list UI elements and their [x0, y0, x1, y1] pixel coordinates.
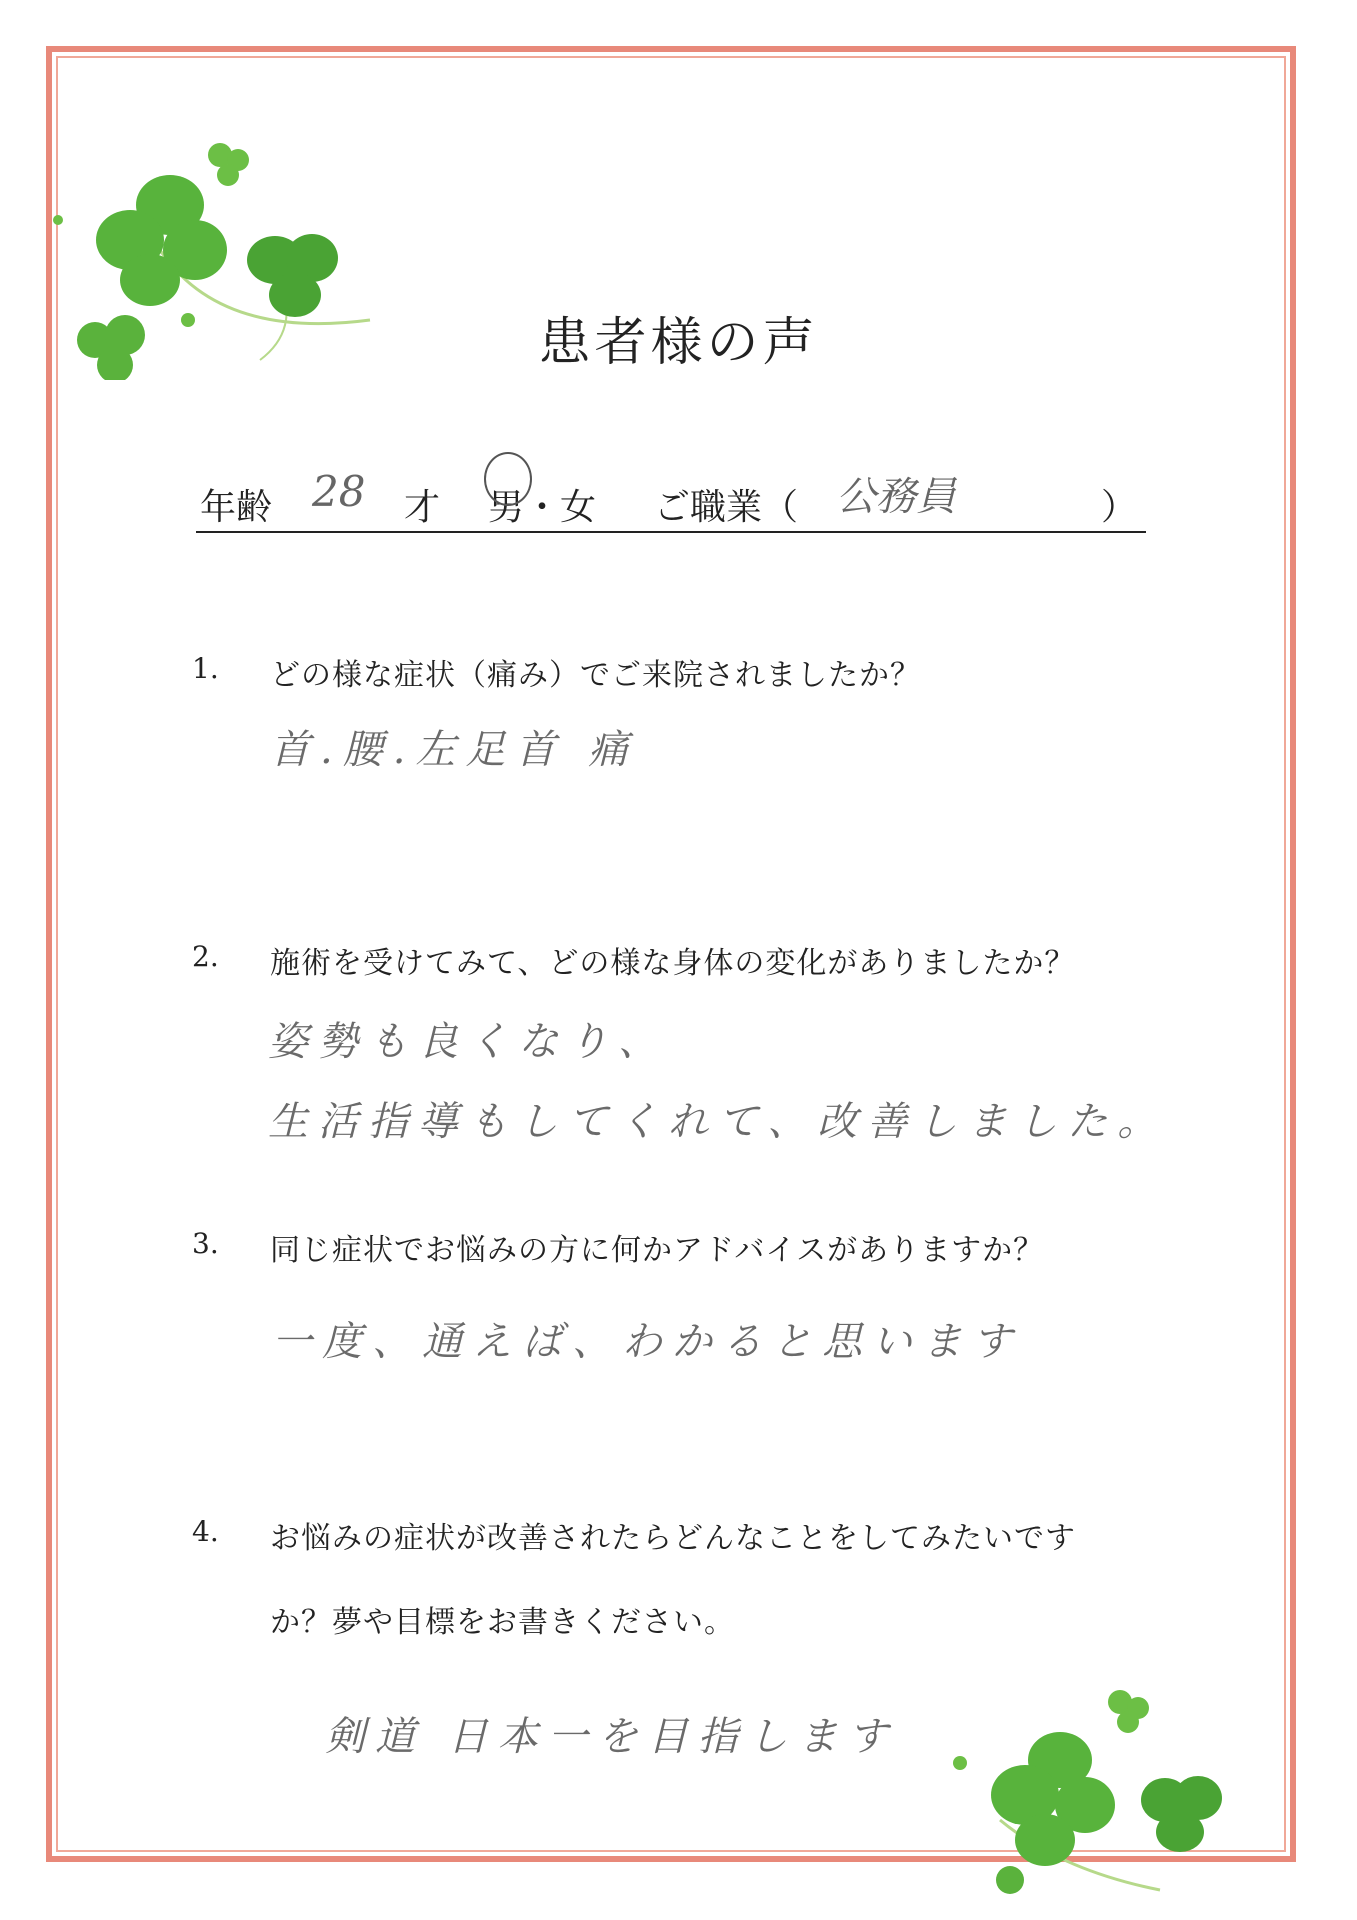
question-4-number: 4.	[192, 1515, 219, 1548]
question-1-number: 1.	[192, 652, 219, 685]
age-value: 28	[312, 467, 366, 516]
separator-dot: ・	[524, 487, 561, 528]
question-2-text: 施術を受けてみて、どの様な身体の変化がありましたか？	[270, 946, 1076, 981]
profile-line	[196, 467, 1146, 533]
question-4-text-continued: か？夢や目標をお書きください。	[270, 1605, 735, 1640]
selected-circle-mark	[484, 452, 532, 506]
occupation-value: 公務員	[836, 474, 956, 520]
male-option: 男	[488, 487, 525, 528]
female-option: 女	[560, 487, 597, 528]
answer-4-line-1: 剣道 日本一を目指します	[325, 1714, 898, 1760]
question-3-text: 同じ症状でお悩みの方に何かアドバイスがありますか？	[270, 1233, 1045, 1268]
age-unit: 才	[404, 487, 441, 528]
occupation-close: ）	[1101, 487, 1138, 528]
question-4-text: お悩みの症状が改善されたらどんなことをしてみたいです	[270, 1521, 1076, 1556]
question-2-number: 2.	[192, 940, 219, 973]
occupation-label: ご職業（	[654, 487, 799, 528]
answer-1-line-1: 首.腰.左足首 痛	[270, 727, 639, 773]
answer-2-line-2: 生活指導もしてくれて、改善しました。	[268, 1099, 1168, 1145]
question-1-text: どの様な症状（痛み）でご来院されましたか？	[270, 658, 921, 693]
answer-2-line-1: 姿勢も良くなり、	[268, 1019, 668, 1065]
clover-decoration-bottom-right	[940, 1680, 1240, 1900]
page-title: 患者様の声	[538, 313, 819, 373]
age-label: 年齢	[200, 487, 273, 528]
answer-3-line-1: 一度、通えば、わかると思います	[272, 1319, 1022, 1365]
question-3-number: 3.	[192, 1227, 219, 1260]
